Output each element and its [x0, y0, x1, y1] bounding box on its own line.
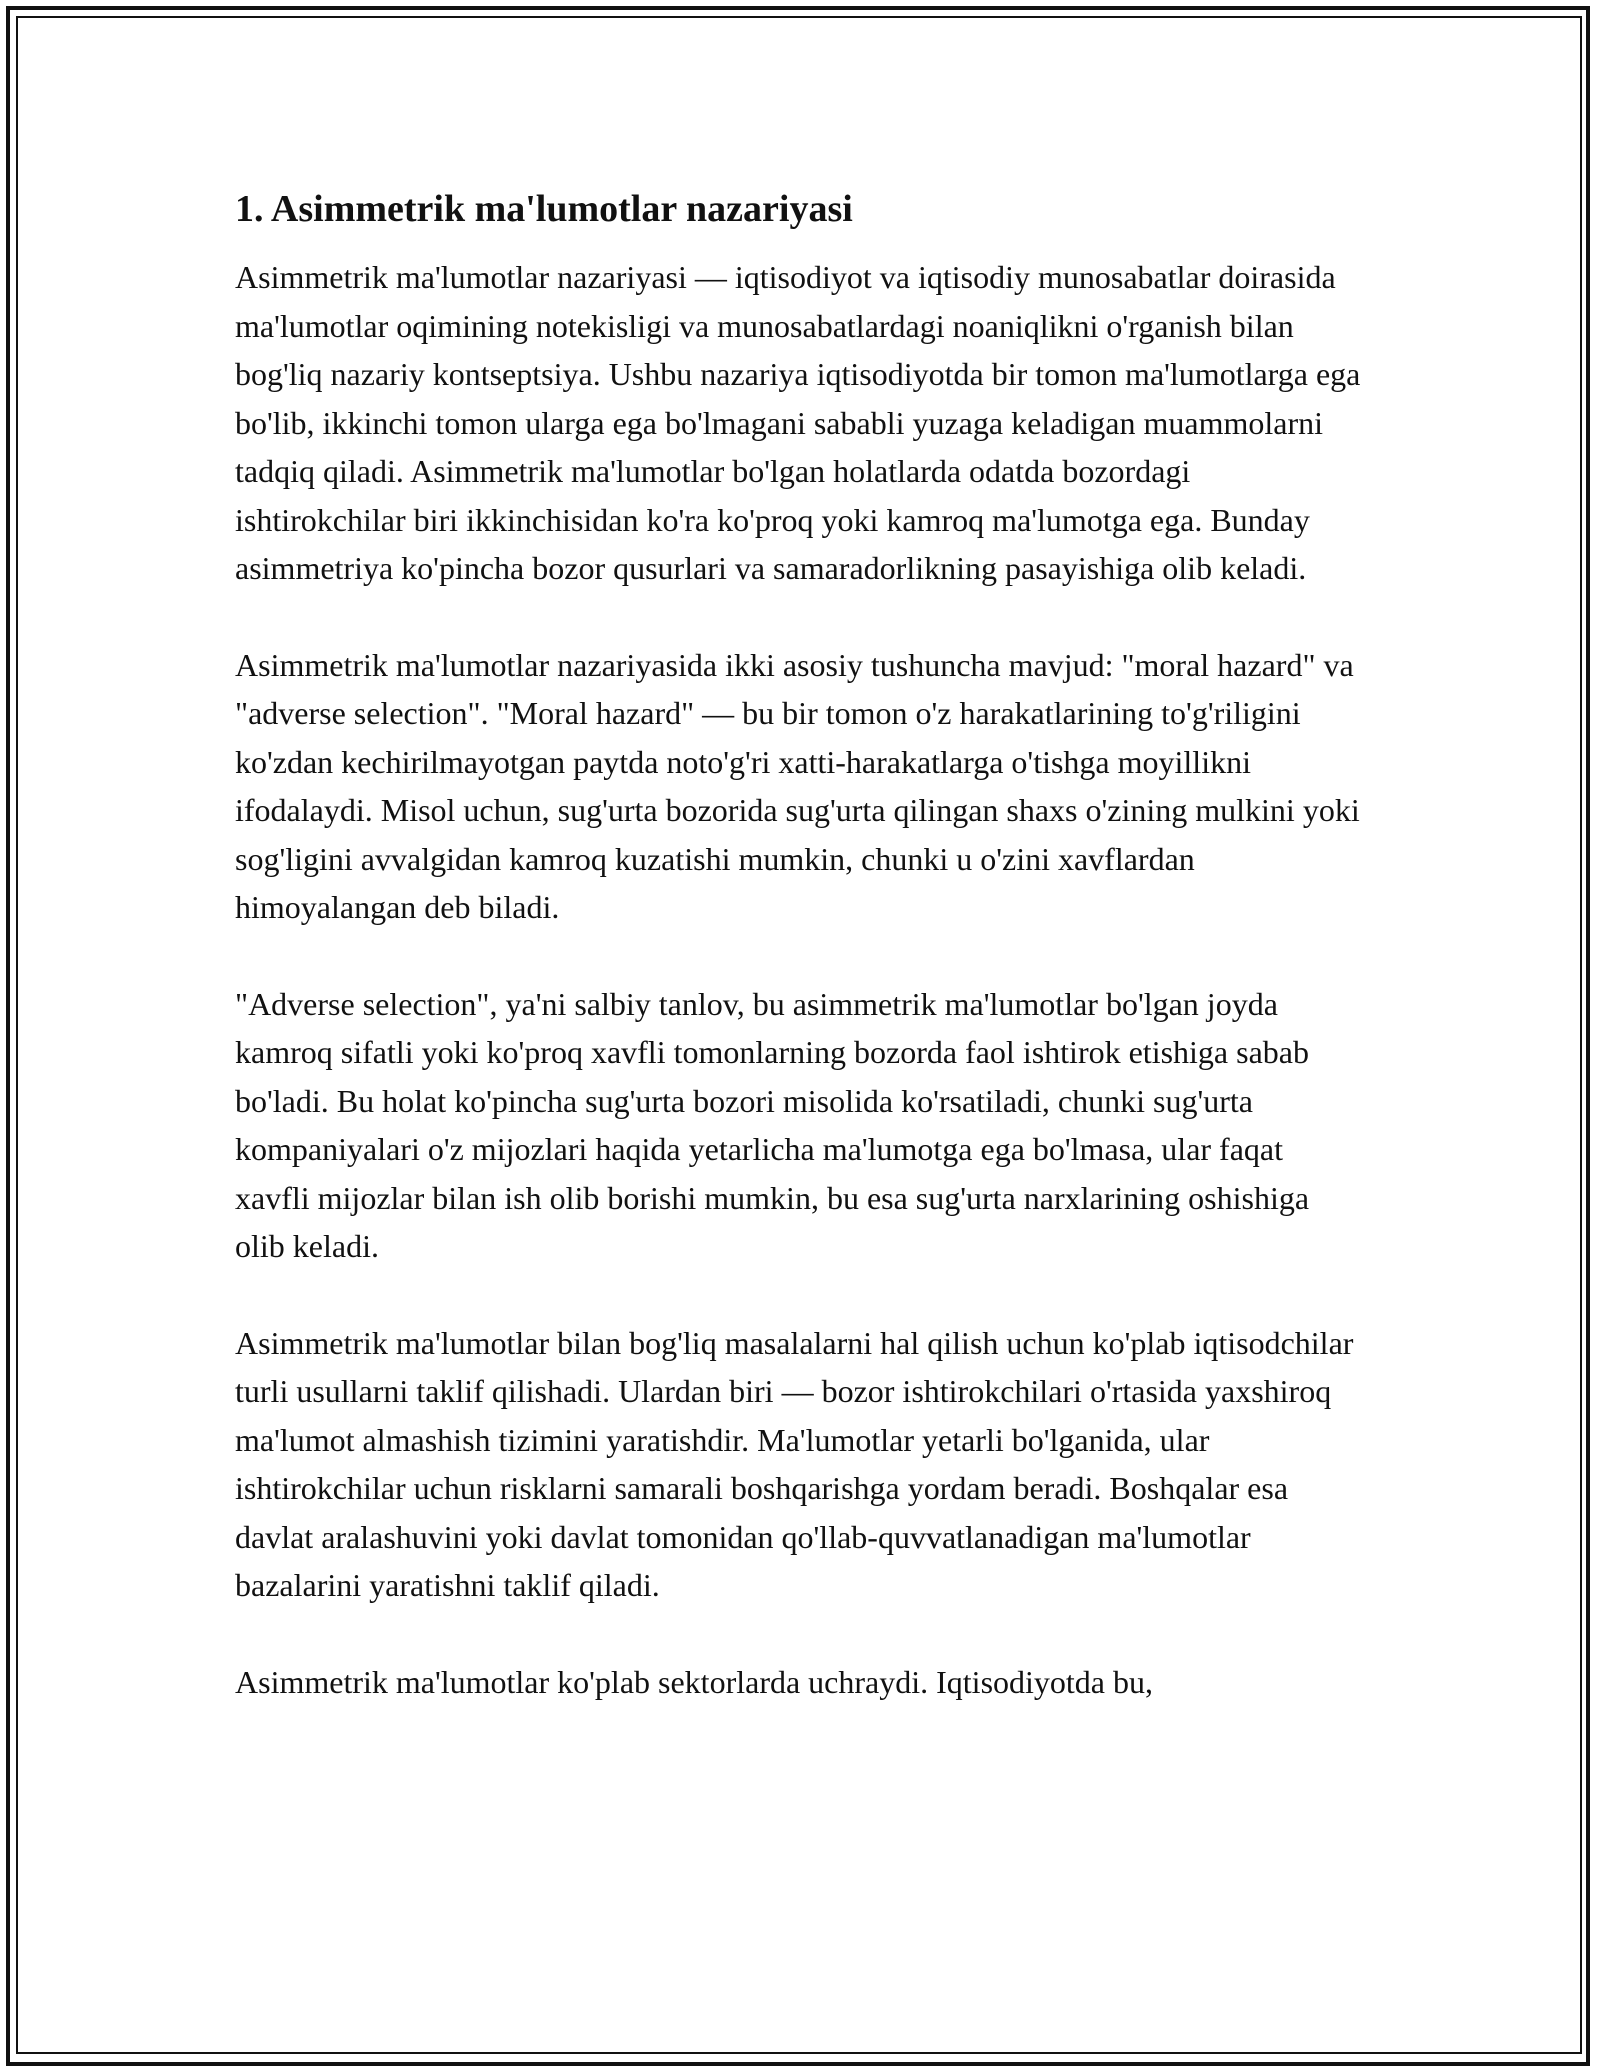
- paragraph-moral-hazard: Asimmetrik ma'lumotlar nazariyasida ikki asosiy tushuncha mavjud: "moral hazard" va "adverse selection". "Moral hazard" — bu bir tomon o'z harakatlarining to'g'riligini ko'zdan kechirilmayotgan paytda noto'g'ri xatti-harakatlarga o'tishga moyillikni ifodalaydi. Misol uchun, sug'urta bozorida sug'urta qilingan shaxs o'zining mulkini yoki sog'ligini avvalgidan kamroq kuzatishi mumkin, chunki u o'zini xavflardan himoyalangan deb biladi.: [235, 646, 1360, 925]
- document-body: [235, 185, 1365, 1754]
- paragraph-solutions: Asimmetrik ma'lumotlar bilan bog'liq masalalarni hal qilish uchun ko'plab iqtisodchilar turli usullarni taklif qilishadi. Ulardan biri — bozor ishtirokchilari o'rtasida yaxshiroq ma'lumot almashish tizimini yaratishdir. Ma'lumotlar yetarli bo'lganida, ular ishtirokchilar uchun risklarni samarali boshqarishga yordam beradi. Boshqalar esa davlat aralashuvini yoki davlat tomonidan qo'llab-quvvatlanadigan ma'lumotlar bazalarini yaratishni taklif qiladi.: [235, 1324, 1354, 1603]
- paragraph-intro: Asimmetrik ma'lumotlar nazariyasi — iqtisodiyot va iqtisodiy munosabatlar doirasida ma'lumotlar oqimining notekisligi va munosabatlardagi noaniqlikni o'rganish bilan bog'liq nazariy kontseptsiya. Ushbu nazariya iqtisodiyotda bir tomon ma'lumotlarga ega bo'lib, ikkinchi tomon ularga ega bo'lmagani sababli yuzaga keladigan muammolarni tadqiq qiladi. Asimmetrik ma'lumotlar bo'lgan holatlarda odatda bozordagi ishtirokchilar biri ikkinchisidan ko'ra ko'proq yoki kamroq ma'lumotga ega. Bunday asimmetriya ko'pincha bozor qusurlari va samaradorlikning pasayishiga olib keladi.: [235, 259, 1361, 586]
- paragraph-sectors: Asimmetrik ma'lumotlar ko'plab sektorlarda uchraydi. Iqtisodiyotda bu,: [235, 1663, 1153, 1700]
- paragraph-adverse-selection: "Adverse selection", ya'ni salbiy tanlov, bu asimmetrik ma'lumotlar bo'lgan joyda kamroq sifatli yoki ko'proq xavfli tomonlarning bozorda faol ishtirok etishiga sabab bo'ladi. Bu holat ko'pincha sug'urta bozori misolida ko'rsatiladi, chunki sug'urta kompaniyalari o'z mijozlari haqida yetarlicha ma'lumotga ega bo'lmasa, ular faqat xavfli mijozlar bilan ish olib borishi mumkin, bu esa sug'urta narxlarining oshishiga olib keladi.: [235, 985, 1310, 1264]
- section-heading: 1. Asimmetrik ma'lumotlar nazariyasi: [235, 188, 853, 230]
